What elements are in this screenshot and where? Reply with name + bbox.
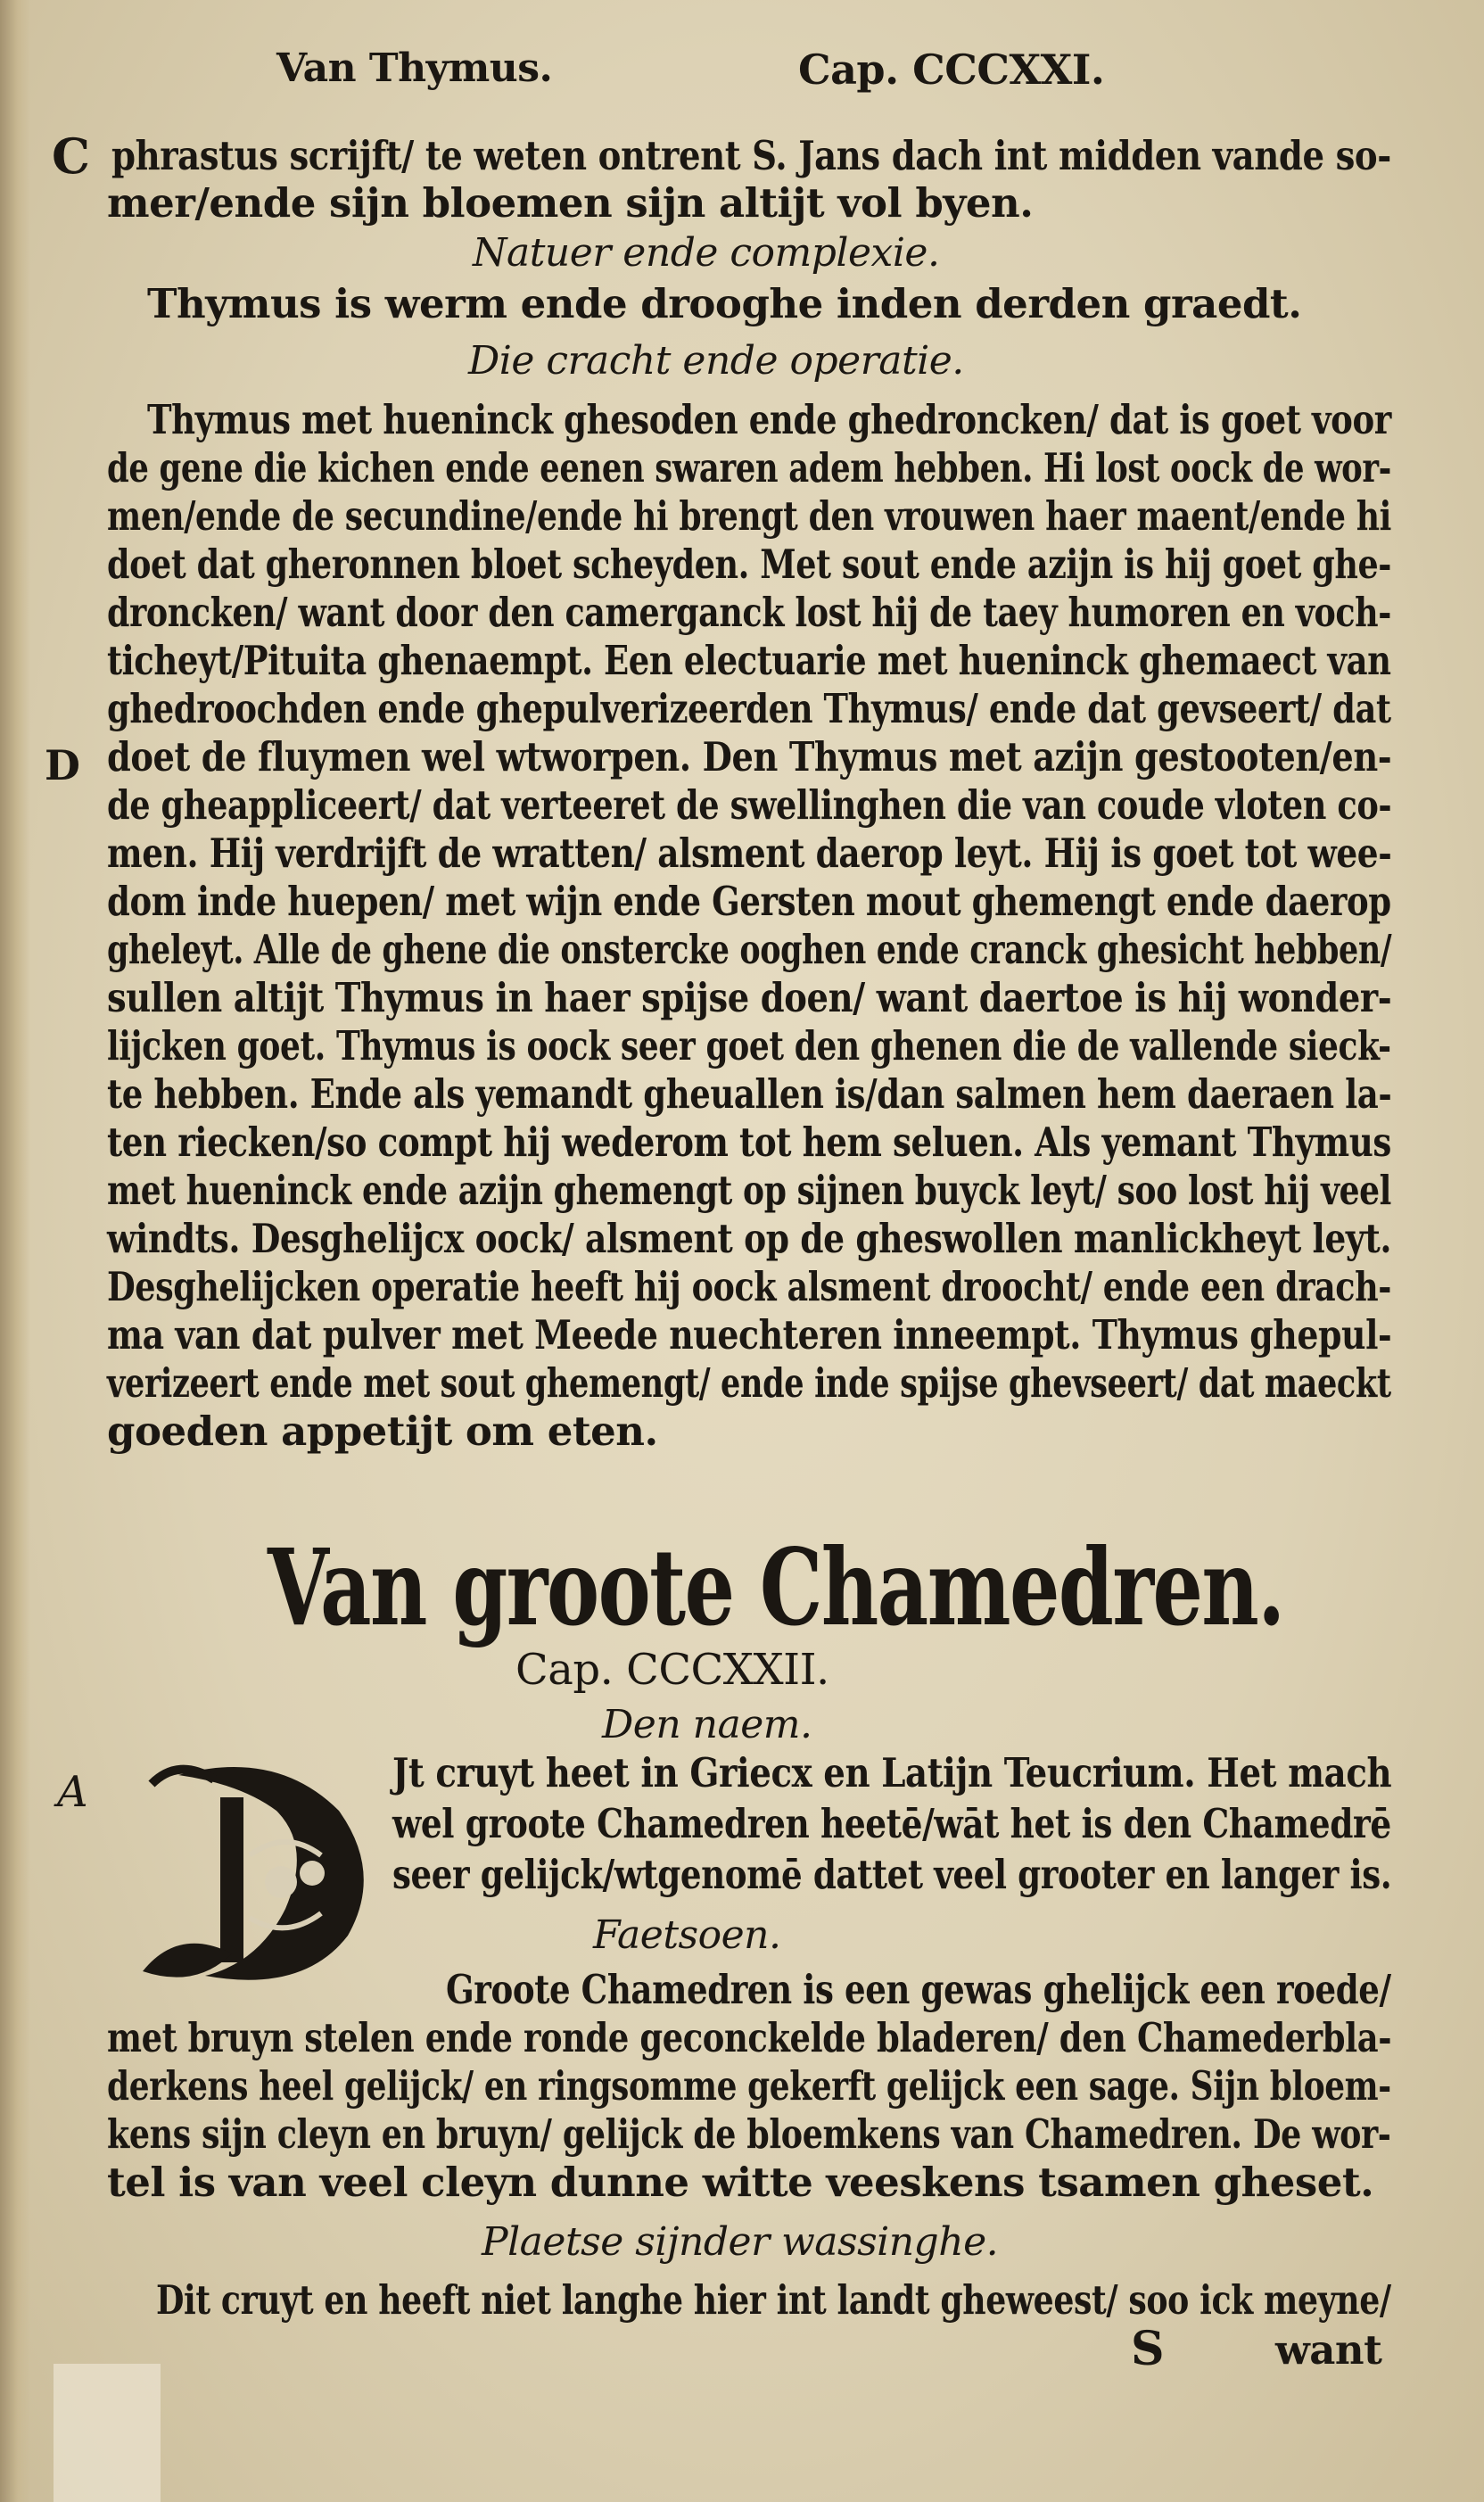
- text-line: de gene die kichen ende eenen swaren adem hebben. Hi lost oock de wor-: [107, 444, 1391, 491]
- text-line: sullen altijt Thymus in haer spijse doen/ want daertoe is hij wonder-: [107, 974, 1392, 1021]
- text-line: gheleyt. Alle de ghene die onstercke ooghen ende cranck ghesicht hebben/: [107, 926, 1392, 973]
- decorated-initial-d: [125, 1748, 392, 1998]
- paper-repair-patch: [54, 2364, 161, 2502]
- text-line: doet dat gheronnen bloet scheyden. Met sout ende azijn is hij goet ghe-: [107, 541, 1392, 588]
- running-head-right: Cap. CCCXXI.: [798, 45, 1105, 94]
- text-line: de gheappliceert/ dat verteeret de swellinghen die van coude vloten co-: [107, 781, 1392, 829]
- text-line: windts. Desghelijcx oock/ alsment op de gheswollen manlickheyt leyt.: [107, 1215, 1391, 1262]
- text-line: lijcken goet. Thymus is oock seer goet den ghenen die de vallende sieck-: [107, 1022, 1391, 1069]
- text-line: ghedroochden ende ghepulverizeerden Thymus/ ende dat gevseert/ dat: [107, 685, 1391, 732]
- chapter-title: Van groote Chamedren.: [268, 1525, 1284, 1649]
- page-edge-shadow: [0, 0, 30, 2502]
- text-line: droncken/ want door den camerganck lost hij de taey humoren en voch-: [107, 589, 1391, 636]
- text-line: Groote Chamedren is een gewas ghelijck een roede/: [446, 1966, 1391, 2013]
- text-line: verizeert ende met sout ghemengt/ ende inde spijse ghevseert/ dat maeckt: [107, 1359, 1391, 1407]
- text-line: kens sijn cleyn en bruyn/ gelijck de bloemkens van Chamedren. De wor-: [107, 2110, 1391, 2158]
- margin-letter-d: D: [45, 741, 80, 789]
- text-line: Desghelijcken operatie heeft hij oock alsment droocht/ ende een drach-: [107, 1263, 1392, 1310]
- margin-letter-c: C: [52, 128, 90, 185]
- text-line: men. Hij verdrijft de wratten/ alsment daerop leyt. Hij is goet tot wee-: [107, 830, 1392, 877]
- section-heading-shape: Faetsoen.: [593, 1912, 781, 1958]
- text-line: Dit cruyt en heeft niet langhe hier int landt gheweest/ soo ick meyne/: [156, 2276, 1391, 2324]
- section-heading-name: Den naem.: [602, 1702, 812, 1747]
- text-line: mer/ende sijn bloemen sijn altijt vol byen.: [107, 179, 1034, 227]
- catchword: want: [1275, 2326, 1382, 2374]
- nature-text: Thymus is werm ende drooghe inden derden graedt.: [147, 280, 1302, 327]
- text-line: met hueninck ende azijn ghemengt op sijnen buyck leyt/ soo lost hij veel: [107, 1167, 1391, 1214]
- text-line: wel groote Chamedren heetē/wāt het is den Chamedrē: [392, 1800, 1391, 1847]
- running-head-left: Van Thymus.: [276, 45, 553, 91]
- section-heading-power: Die cracht ende operatie.: [468, 338, 964, 384]
- text-line: ma van dat pulver met Meede nuechteren inneempt. Thymus ghepul-: [107, 1311, 1392, 1358]
- text-line: phrastus scrijft/ te weten ontrent S. Jans dach int midden vande so-: [111, 132, 1391, 179]
- margin-letter-a: A: [57, 1767, 88, 1817]
- text-line: met bruyn stelen ende ronde geconckelde bladeren/ den Chamederbla-: [107, 2014, 1392, 2061]
- text-line: tel is van veel cleyn dunne witte veeskens tsamen gheset.: [107, 2159, 1374, 2206]
- text-line: Jt cruyt heet in Griecx en Latijn Teucrium. Het mach: [392, 1749, 1392, 1796]
- text-line: goeden appetijt om eten.: [107, 1408, 658, 1455]
- chapter-number: Cap. CCCXXII.: [515, 1645, 829, 1695]
- section-heading-place: Plaetse sijnder wassinghe.: [482, 2219, 999, 2265]
- text-line: ticheyt/Pituita ghenaempt. Een electuarie met hueninck ghemaect van: [107, 637, 1391, 684]
- section-heading-nature: Natuer ende complexie.: [473, 230, 940, 276]
- signature-mark: S: [1131, 2322, 1165, 2376]
- text-line: Thymus met hueninck ghesoden ende ghedroncken/ dat is goet voor: [147, 396, 1391, 443]
- text-line: doet de fluymen wel wtworpen. Den Thymus met azijn gestooten/en-: [107, 733, 1392, 780]
- text-line: te hebben. Ende als yemandt gheuallen is/dan salmen hem daeraen la-: [107, 1070, 1392, 1118]
- text-line: men/ende de secundine/ende hi brengt den vrouwen haer maent/ende hi: [107, 492, 1391, 540]
- text-line: ten riecken/so compt hij wederom tot hem seluen. Als yemant Thymus: [107, 1119, 1391, 1166]
- text-line: derkens heel gelijck/ en ringsomme gekerft gelijck een sage. Sijn bloem-: [107, 2062, 1391, 2110]
- text-line: seer gelijck/wtgenomē dattet veel grooter en langer is.: [392, 1851, 1392, 1898]
- text-line: dom inde huepen/ met wijn ende Gersten mout ghemengt ende daerop: [107, 878, 1391, 925]
